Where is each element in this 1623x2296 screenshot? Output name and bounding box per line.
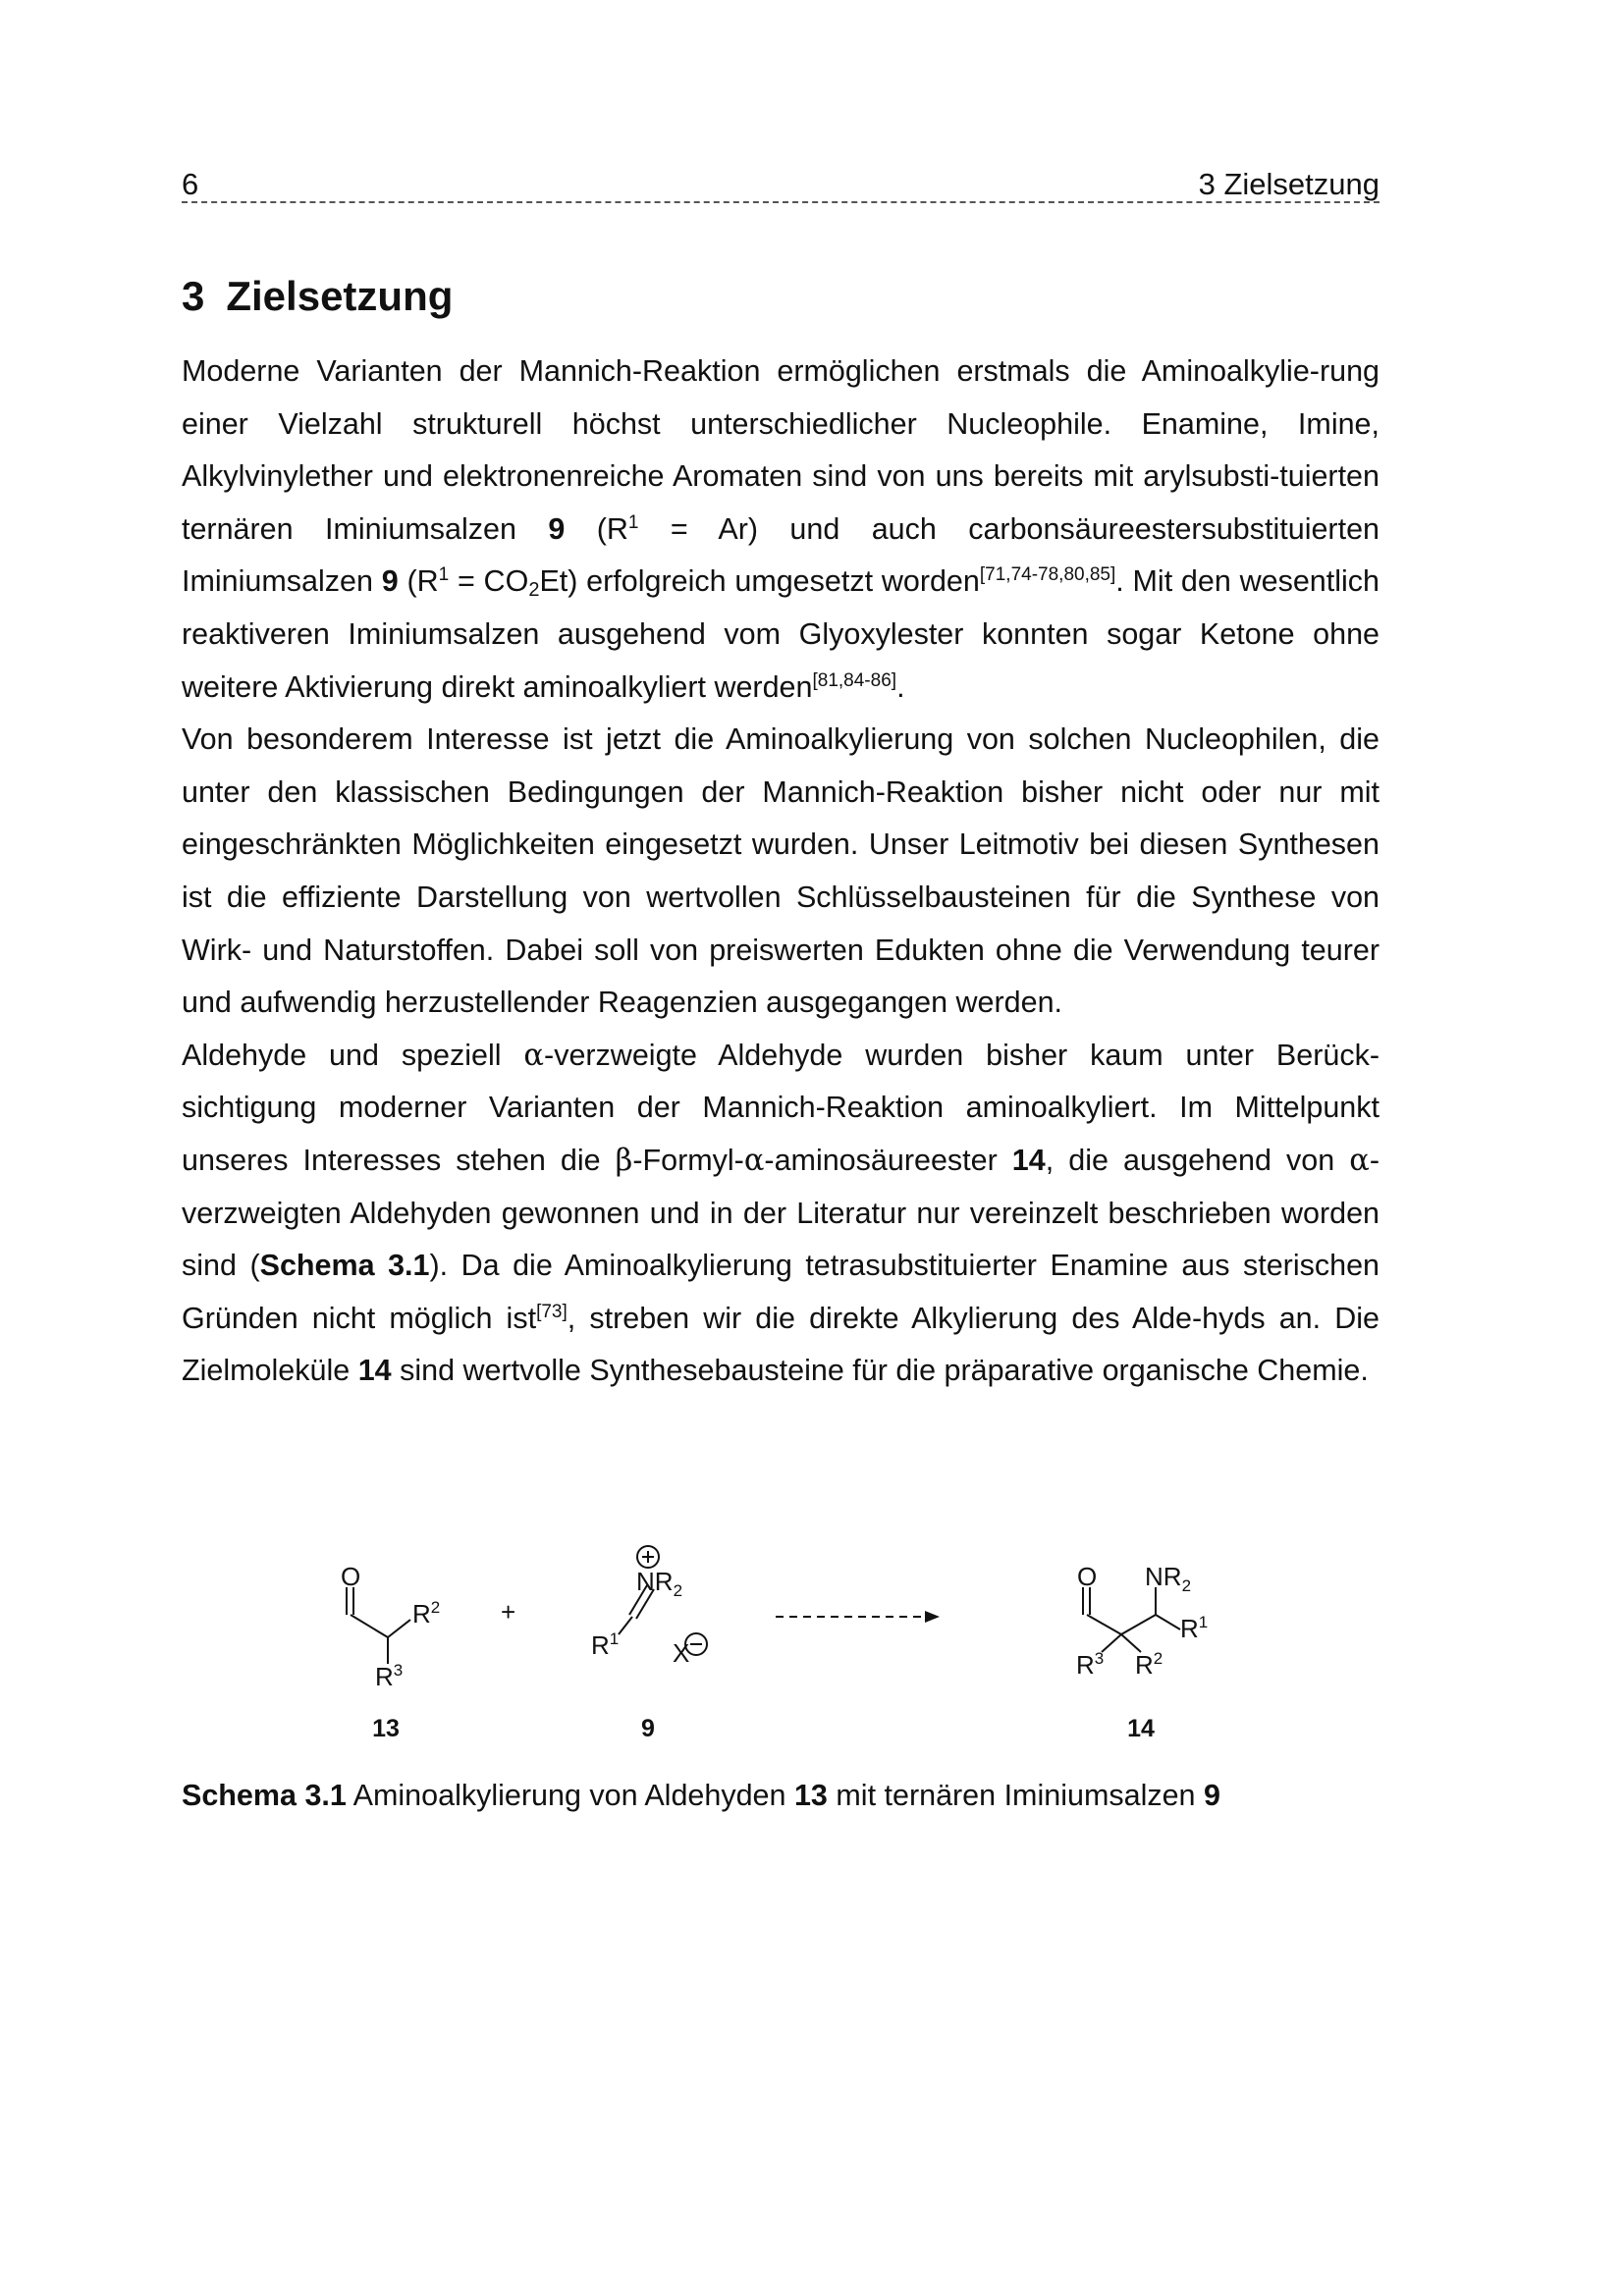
atom-label: $R^1$ — [591, 1629, 620, 1660]
paragraph-1 — [182, 346, 1380, 714]
text-run: , die ausgehend von — [1045, 1143, 1350, 1177]
atom-label: $NR_2$ — [636, 1567, 683, 1600]
reaction-arrow-head — [925, 1611, 940, 1623]
atom-label: $NR_2$ — [1145, 1562, 1192, 1595]
atom-label: $R^3$ — [375, 1661, 404, 1691]
chapter-heading — [182, 273, 453, 320]
text-run: (R — [398, 564, 439, 599]
running-header — [182, 162, 1380, 203]
subscript: 2 — [528, 579, 540, 602]
atom-label: X — [673, 1638, 690, 1668]
superscript: 1 — [438, 564, 450, 586]
text-run: -aminosäureester — [764, 1143, 1012, 1177]
greek-letter: α — [743, 1143, 765, 1178]
compound-ref: 14 — [1011, 1143, 1046, 1177]
text-run: ). Da die Aminoalkylierung tetrasubstituierter Enamine aus sterischen Gründen nicht möglich ist — [182, 1249, 1380, 1335]
atom-label: $R^1$ — [1180, 1613, 1209, 1643]
text-run: . — [896, 669, 905, 704]
text-run: Et) erfolgreich umgesetzt worden — [539, 564, 980, 599]
text-run: Moderne Varianten der Mannich-Reaktion ermöglichen erstmals die Aminoalkylie-rung einer Vielzahl strukturell höchst unterschiedlicher Nucleophile. Enamine, Imine, Alkylvinylether und elektronenreiche Aromaten sind von uns bereits mit arylsubsti-tuierten ternären Iminiumsalzen — [182, 354, 1380, 546]
reaction-scheme — [324, 1536, 1306, 1762]
compound-ref: 9 — [1204, 1779, 1220, 1812]
scheme-caption — [182, 1779, 1220, 1813]
atom-label: $R^2$ — [412, 1598, 441, 1629]
paragraph-2: Von besonderem Interesse ist jetzt die Aminoalkylierung von solchen Nucleophilen, die unter den klassischen Bedingungen der Mannich-Reaktion bisher nicht oder nur mit eingeschränkten Möglichkeiten eingesetzt wurden. Unser Leitmotiv bei diesen Synthesen ist die effiziente Darstellung von wertvollen Schlüsselbausteinen für die Synthese von Wirk- und Naturstoffen. Dabei soll von preiswerten Edukten ohne die Verwendung teurer und aufwendig herzustellender Reagenzien ausgegangen werden. — [182, 722, 1380, 1020]
atom-label: O — [341, 1562, 361, 1591]
chapter-title: Zielsetzung — [226, 273, 454, 319]
atom-label: $R^3$ — [1076, 1649, 1105, 1680]
compound-ref: 13 — [793, 1779, 828, 1812]
text-run: sind wertvolle Synthesebausteine für die präparative organische Chemie. — [391, 1354, 1369, 1388]
paragraph-3 — [182, 1030, 1380, 1398]
text-run: = Ar) und auch carbonsäureestersubstituierten Iminiumsalzen — [182, 511, 1380, 599]
text-run: . Mit den wesentlich reaktiveren Iminiumsalzen ausgehend vom Glyoxylester konnten sogar Ketone ohne weitere Aktivierung direkt aminoalkyliert werden — [182, 564, 1380, 704]
compound-ref: 14 — [357, 1354, 392, 1388]
bond — [388, 1620, 410, 1637]
bond — [1087, 1615, 1121, 1634]
bond — [1121, 1615, 1156, 1634]
text-run: = CO — [449, 564, 529, 599]
compound-ref: 9 — [548, 511, 566, 546]
bond — [1102, 1634, 1121, 1652]
atom-label: $R^2$ — [1135, 1649, 1163, 1680]
compound-label: 13 — [372, 1715, 400, 1742]
bond — [619, 1617, 632, 1634]
greek-letter: α — [523, 1038, 545, 1073]
body-text — [182, 346, 1380, 1398]
citation: [81,84-86] — [812, 669, 897, 691]
scheme-ref: Schema 3.1 — [259, 1249, 430, 1283]
text-run: -Formyl- — [632, 1143, 744, 1177]
caption-label: Schema 3.1 — [182, 1779, 347, 1812]
citation: [71,74-78,80,85] — [979, 564, 1116, 586]
compound-label: 14 — [1127, 1715, 1155, 1742]
bond — [1156, 1615, 1180, 1629]
text-run: Aldehyde und speziell — [182, 1038, 524, 1072]
bond — [351, 1615, 388, 1637]
text-run: -verzweigten Aldehyden gewonnen und in der Literatur nur vereinzelt beschrieben worden sind ( — [182, 1143, 1380, 1283]
greek-letter: α — [1349, 1143, 1370, 1178]
plus-sign: + — [501, 1597, 516, 1627]
compound-label: 9 — [641, 1715, 655, 1742]
citation: [73] — [536, 1301, 568, 1322]
text-run: -verzweigte Aldehyde wurden bisher kaum unter Berück-sichtigung moderner Varianten der Mannich-Reaktion aminoalkyliert. Im Mittelpunkt unseres Interesses stehen die — [182, 1038, 1380, 1177]
scheme-drawing — [324, 1536, 1306, 1762]
text-run: , streben wir die direkte Alkylierung des Alde-hyds an. Die Zielmoleküle — [182, 1301, 1380, 1388]
atom-label: O — [1077, 1562, 1098, 1591]
text-run: mit ternären Iminiumsalzen — [827, 1779, 1204, 1812]
greek-letter: β — [615, 1143, 633, 1178]
page-number: 6 — [182, 167, 199, 201]
chapter-number: 3 — [182, 273, 205, 319]
compound-ref: 9 — [381, 564, 399, 599]
running-section-title: 3 Zielsetzung — [1198, 167, 1380, 201]
text-run: Aminoalkylierung von Aldehyden — [346, 1779, 794, 1812]
text-run: (R — [565, 511, 628, 546]
superscript: 1 — [627, 511, 639, 533]
